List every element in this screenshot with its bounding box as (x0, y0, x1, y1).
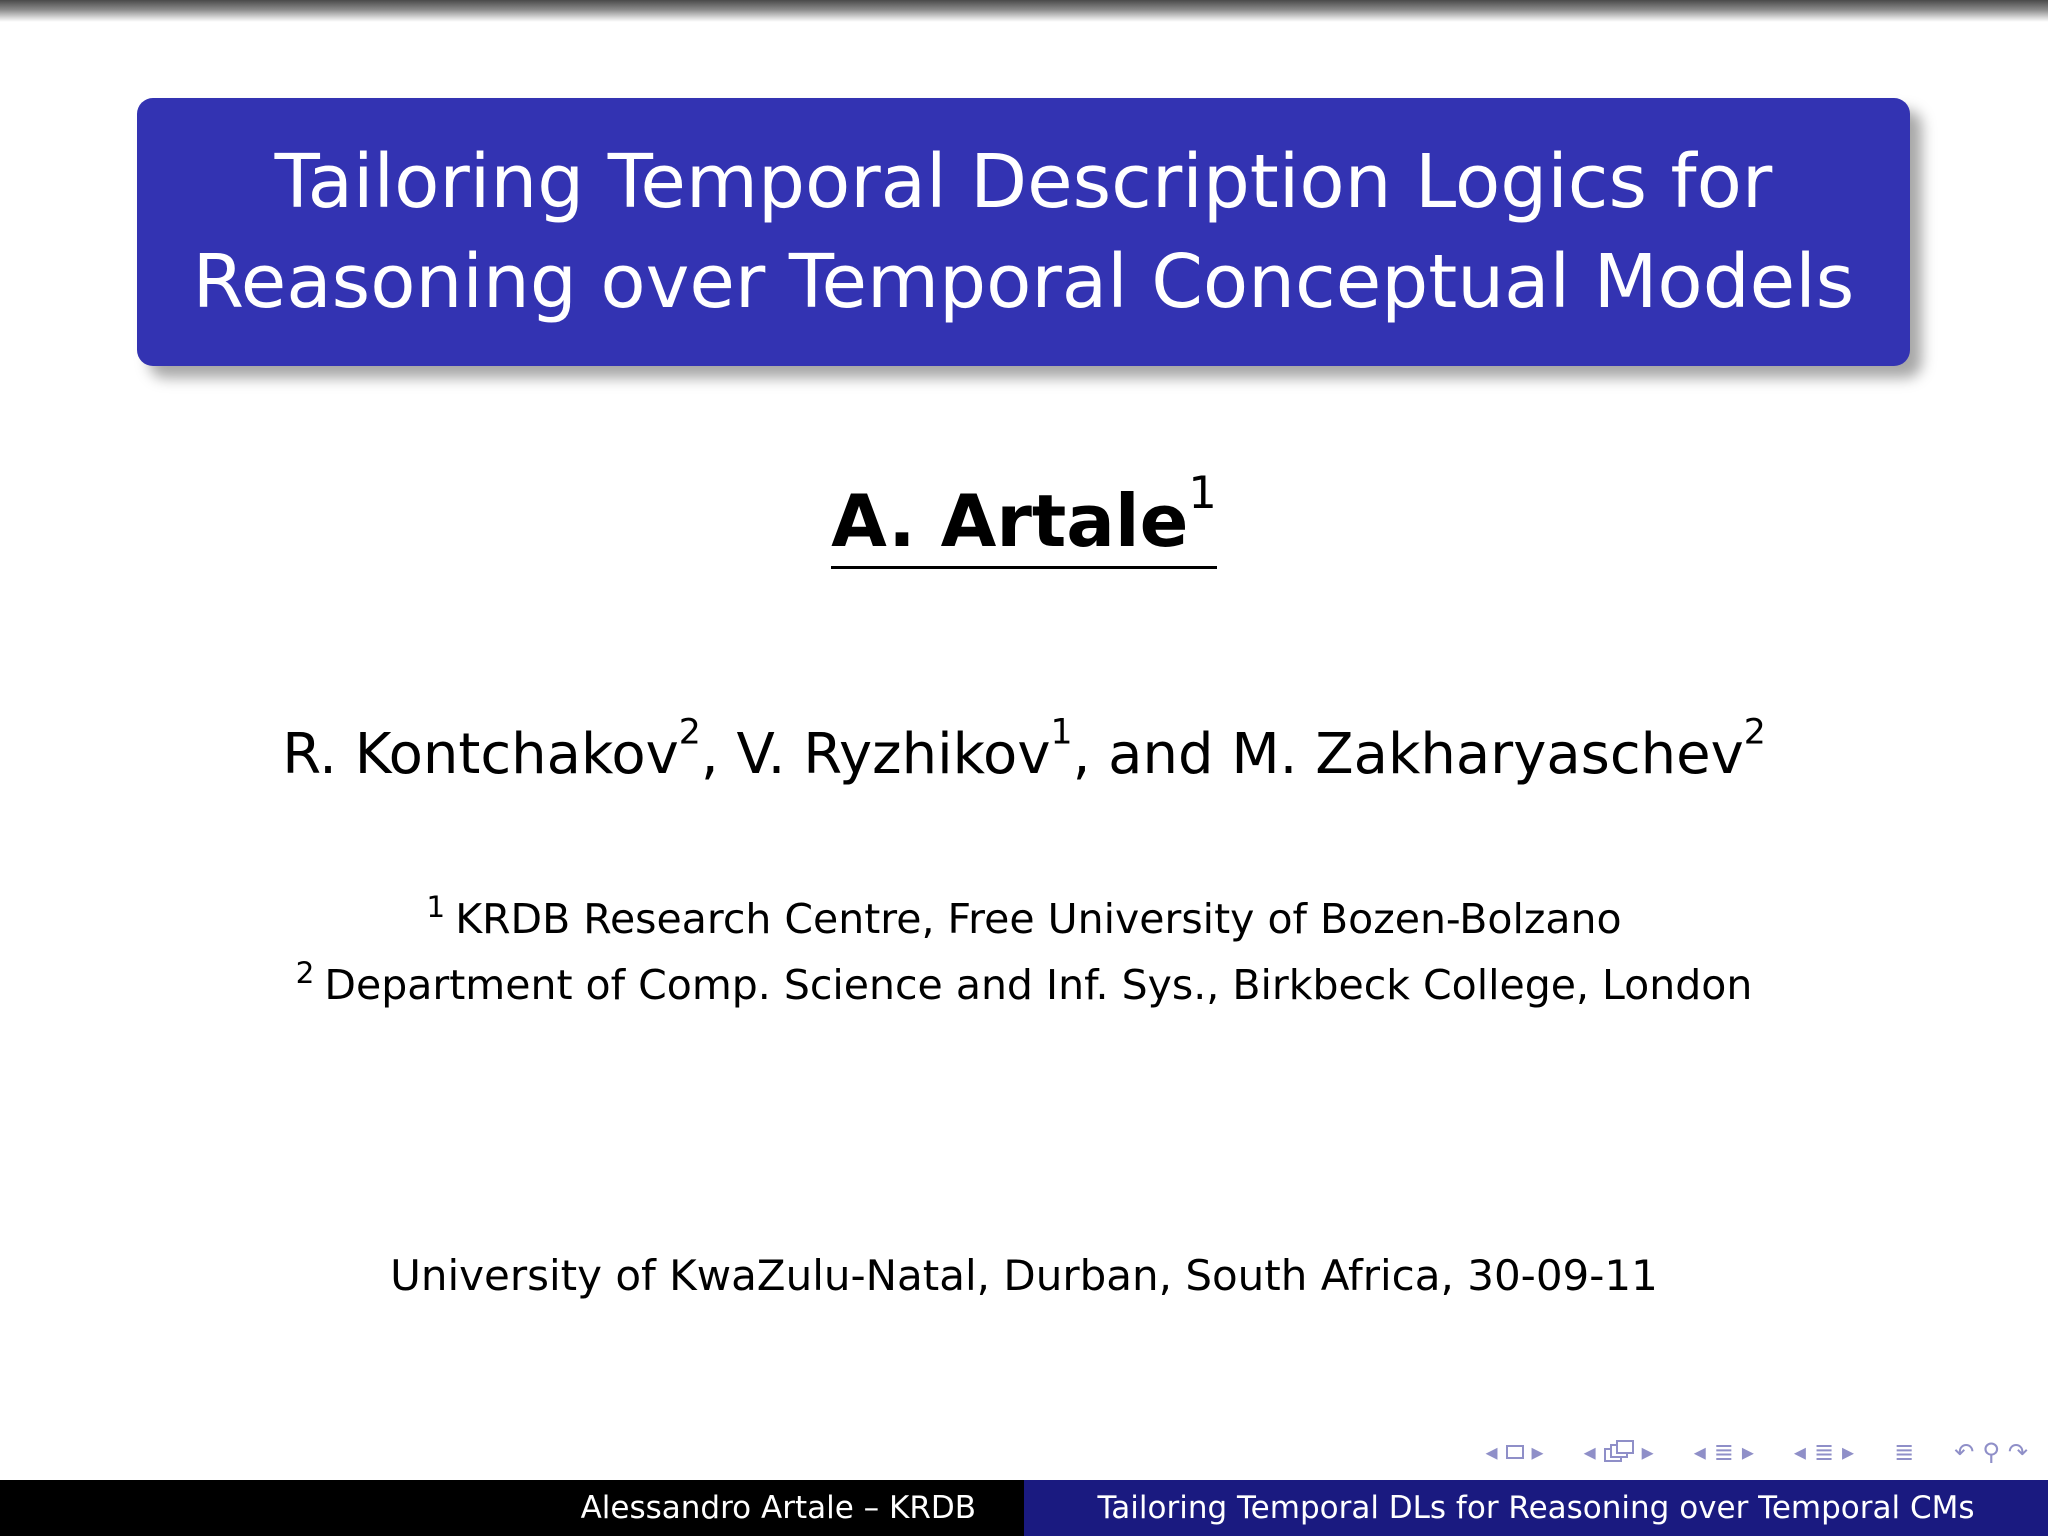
footer-author: Alessandro Artale – KRDB (0, 1480, 1024, 1536)
list-icon[interactable]: ≣ (1894, 1438, 1915, 1466)
author-name: V. Ryzhikov (736, 722, 1051, 787)
prev-document-arrow-icon[interactable]: ◂ (1793, 1438, 1806, 1466)
affiliation-text: KRDB Research Centre, Free University of Bozen-Bolzano (455, 895, 1622, 944)
nav-search-group (1954, 1438, 2028, 1466)
next-subsection-arrow-icon[interactable]: ▸ (1641, 1438, 1654, 1466)
title-line-2: Reasoning over Temporal Conceptual Models (192, 239, 1855, 325)
search-icon[interactable]: ⚲ (1982, 1438, 2000, 1466)
undo-icon[interactable]: ↶ (1954, 1438, 1975, 1466)
title-line-1: Tailoring Temporal Description Logics for (274, 139, 1773, 225)
author-list (0, 712, 2048, 790)
redo-icon[interactable]: ↷ (2007, 1438, 2028, 1466)
author-separator: , (700, 722, 719, 787)
subsection-icon[interactable] (1604, 1440, 1634, 1464)
author-affiliation-mark: 1 (1050, 712, 1073, 753)
affiliation-item (0, 880, 2048, 946)
document-icon[interactable]: ≣ (1813, 1438, 1835, 1466)
title-box (137, 98, 1910, 366)
affiliation-item (0, 946, 2048, 1012)
nav-subsection-group (1584, 1438, 1654, 1466)
footer-short-title: Tailoring Temporal DLs for Reasoning over Temporal CMs (1024, 1480, 2048, 1536)
affiliation-number: 2 (295, 956, 315, 991)
next-frame-arrow-icon[interactable]: ▸ (1531, 1438, 1544, 1466)
next-section-arrow-icon[interactable]: ▸ (1741, 1438, 1754, 1466)
frame-icon[interactable] (1506, 1445, 1524, 1459)
affiliation-list (0, 880, 2048, 1012)
next-document-arrow-icon[interactable]: ▸ (1842, 1438, 1855, 1466)
affiliation-number: 1 (426, 890, 446, 924)
nav-frame-group (1486, 1438, 1544, 1466)
presenter-affiliation-mark: 1 (1188, 467, 1217, 520)
nav-section-group (1694, 1438, 1754, 1466)
nav-document-group (1794, 1438, 1854, 1466)
presenter-name: A. Artale (831, 479, 1189, 563)
beamer-navigation-bar (1486, 1434, 2029, 1470)
affiliation-text: Department of Comp. Science and Inf. Sys., Birkbeck College, London (324, 961, 1753, 1010)
prev-subsection-arrow-icon[interactable]: ◂ (1583, 1438, 1596, 1466)
prev-frame-arrow-icon[interactable]: ◂ (1485, 1438, 1498, 1466)
section-icon[interactable]: ≣ (1713, 1438, 1734, 1466)
presenter (0, 467, 2048, 569)
author-separator: , and (1072, 722, 1214, 787)
author-affiliation-mark: 2 (678, 712, 701, 753)
presenter-name-wrapper (831, 467, 1217, 569)
prev-section-arrow-icon[interactable]: ◂ (1693, 1438, 1706, 1466)
top-shadow-bar (0, 0, 2048, 22)
venue-date: University of KwaZulu-Natal, Durban, South Africa, 30-09-11 (390, 1251, 1658, 1300)
author-affiliation-mark: 2 (1743, 712, 1766, 753)
footer-bar (0, 1480, 2048, 1536)
author-name: M. Zakharyaschev (1231, 722, 1744, 787)
author-name: R. Kontchakov (282, 722, 679, 787)
